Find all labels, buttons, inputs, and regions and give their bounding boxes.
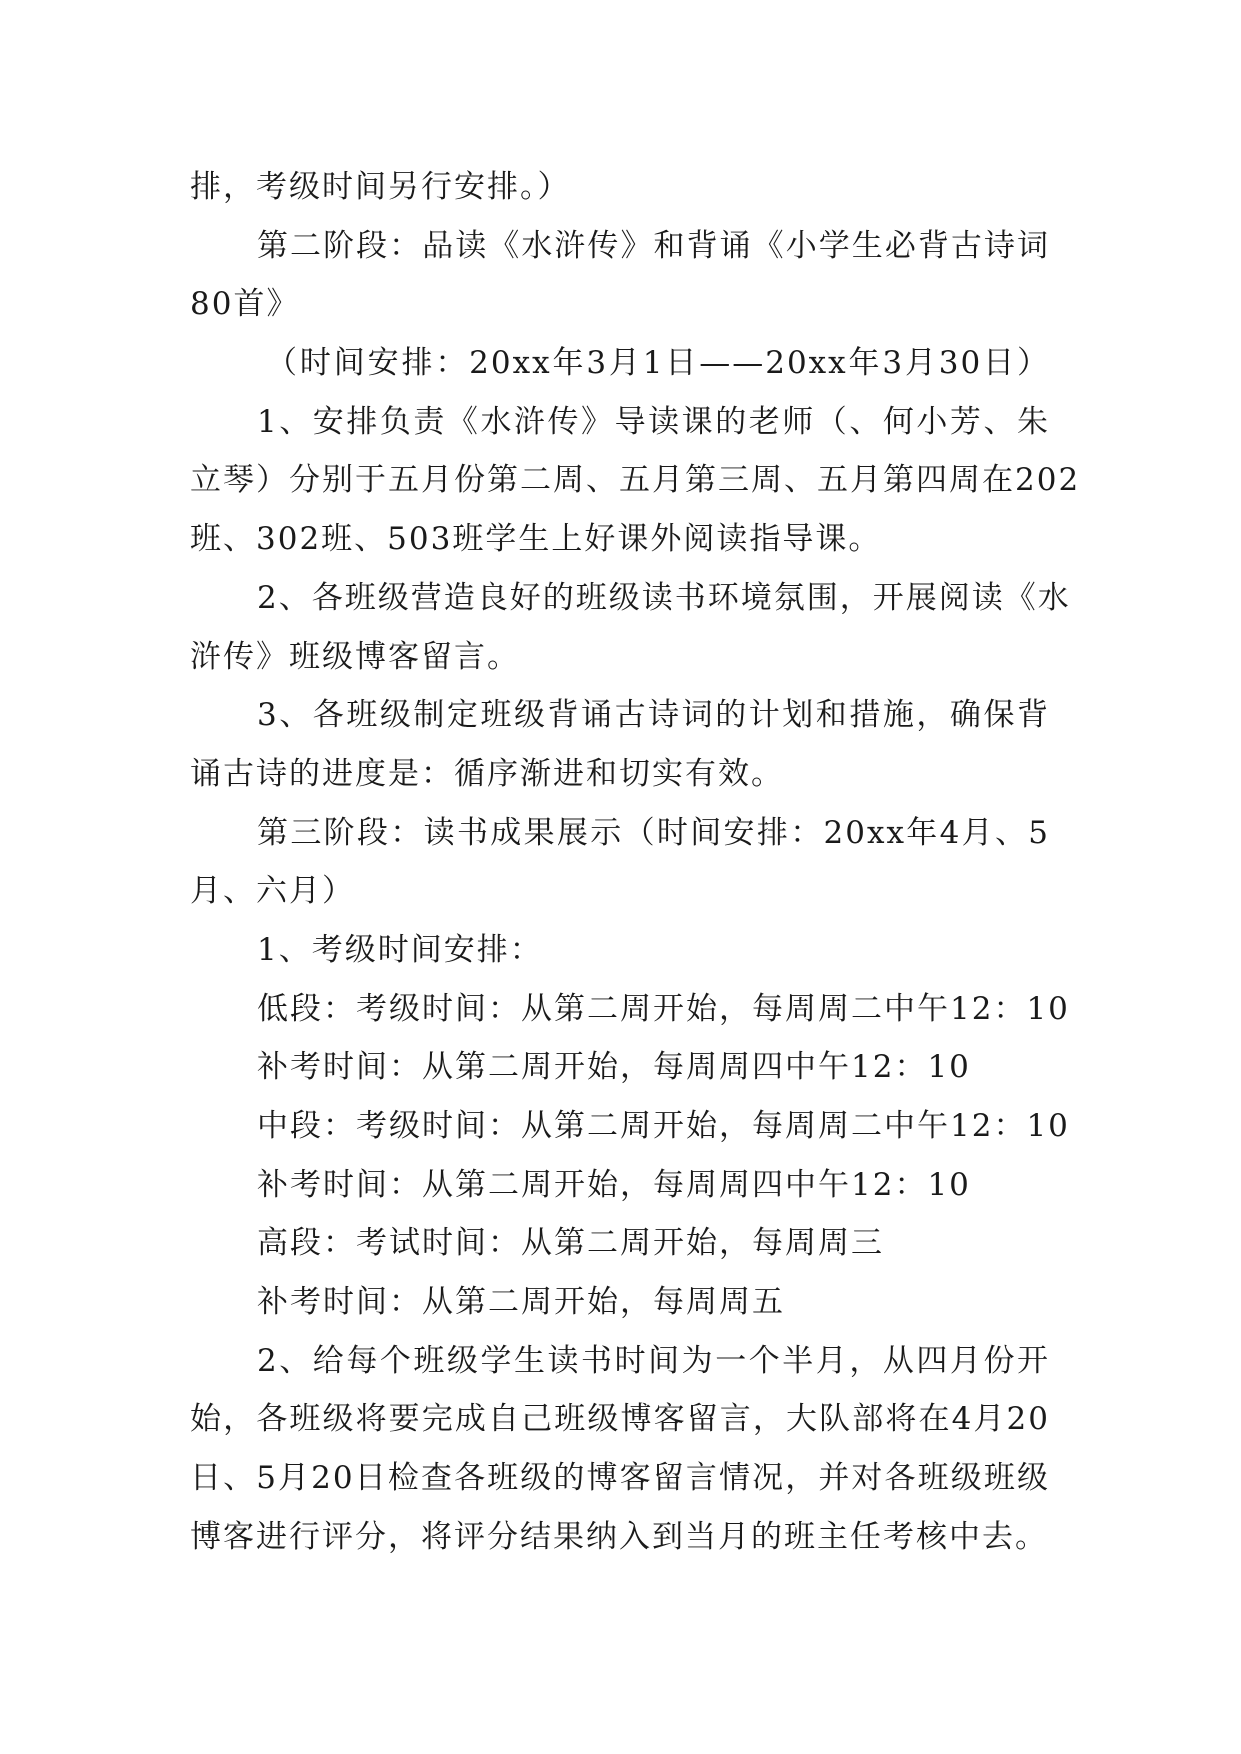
text-line: 立琴）分别于五月份第二周、五月第三周、五月第四周在202 <box>190 462 1081 499</box>
text-line: 始，各班级将要完成自己班级博客留言，大队部将在4月20 <box>190 1401 1050 1438</box>
list-item-2: 2、各班级营造良好的班级读书环境氛围，开展阅读《水 <box>257 579 1071 616</box>
text-line: 排，考级时间另行安排。） <box>190 169 571 205</box>
text-line: 80首》 <box>190 286 300 323</box>
document-body <box>190 158 1081 1567</box>
schedule-low-grade: 低段：考级时间：从第二周开始，每周周二中午12：10 <box>257 990 1070 1027</box>
text-line: 日、5月20日检查各班级的博客留言情况，并对各班级班级 <box>190 1460 1050 1497</box>
schedule-mid-grade: 中段：考级时间：从第二周开始，每周周二中午12：10 <box>257 1108 1070 1144</box>
text-line: 班、302班、503班学生上好课外阅读指导课。 <box>190 521 882 558</box>
schedule-high-grade-makeup: 补考时间：从第二周开始，每周周五 <box>257 1284 785 1321</box>
list-item-1: 1、安排负责《水浒传》导读课的老师（、何小芳、朱 <box>257 403 1050 440</box>
text-line: 诵古诗的进度是：循序渐进和切实有效。 <box>190 755 784 792</box>
list-item-2b: 2、给每个班级学生读书时间为一个半月，从四月份开 <box>257 1342 1050 1379</box>
stage-two-heading: 第二阶段：品读《水浒传》和背诵《小学生必背古诗词 <box>257 227 1050 264</box>
schedule-low-grade-makeup: 补考时间：从第二周开始，每周周四中午12：10 <box>257 1049 971 1086</box>
list-item-3: 3、各班级制定班级背诵古诗词的计划和措施，确保背 <box>257 697 1050 734</box>
schedule-high-grade: 高段：考试时间：从第二周开始，每周周三 <box>257 1225 884 1262</box>
stage-three-heading: 第三阶段：读书成果展示（时间安排：20xx年4月、5 <box>257 814 1050 851</box>
text-line: 博客进行评分，将评分结果纳入到当月的班主任考核中去。 <box>190 1518 1048 1555</box>
exam-schedule-title: 1、考级时间安排： <box>257 931 543 968</box>
text-line: 月、六月） <box>190 873 355 910</box>
text-line: 浒传》班级博客留言。 <box>190 638 520 675</box>
schedule-line: （时间安排：20xx年3月1日——20xx年3月30日） <box>266 345 1050 382</box>
schedule-mid-grade-makeup: 补考时间：从第二周开始，每周周四中午12：10 <box>257 1166 971 1203</box>
